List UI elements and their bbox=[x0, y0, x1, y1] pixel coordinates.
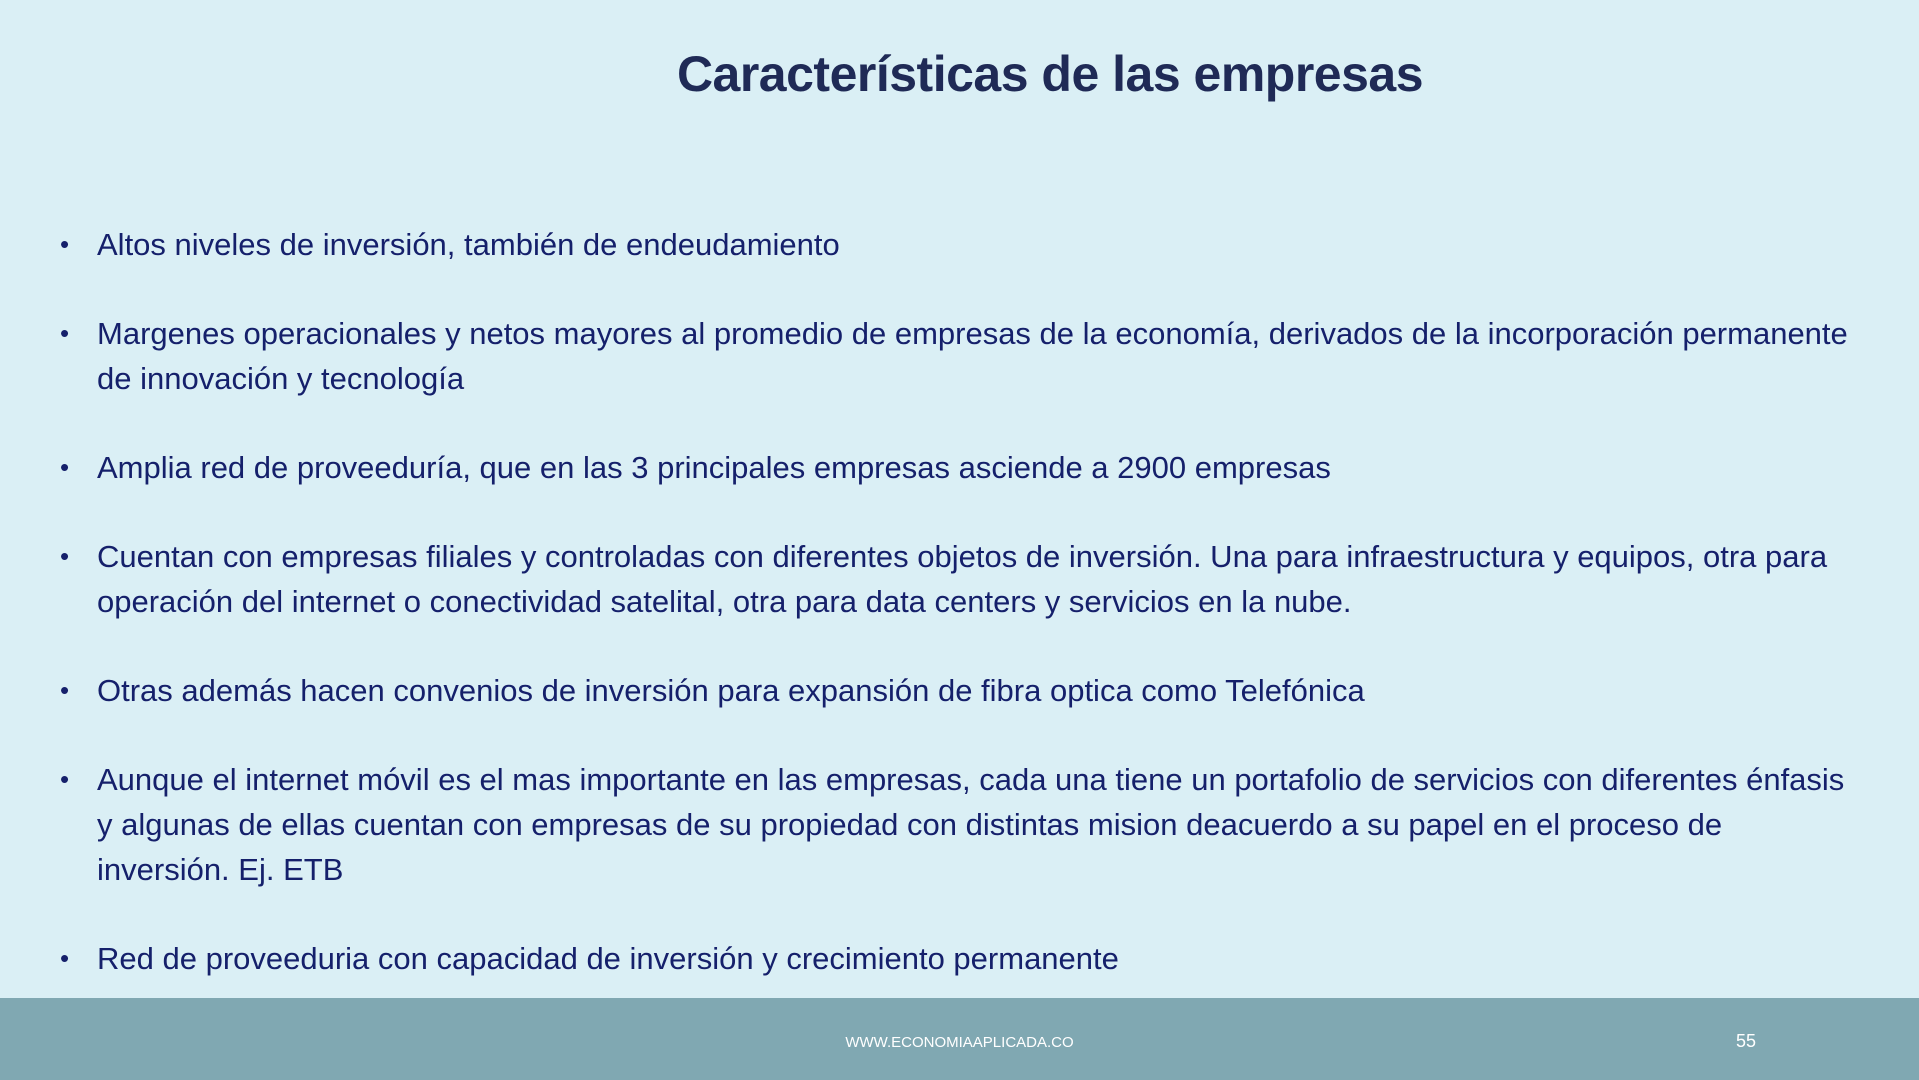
bullet-marker: • bbox=[60, 318, 70, 348]
bullet-text: Cuentan con empresas filiales y controladas con diferentes objetos de inversión. Una para infraestructura y equipos, otra para operación del internet o conectividad satelital, otra para data centers y servicios en la nube. bbox=[97, 539, 1828, 619]
bullet-marker: • bbox=[60, 229, 70, 259]
bullet-text: Amplia red de proveeduría, que en las 3 principales empresas asciende a 2900 empresas bbox=[97, 450, 1331, 485]
bullet-marker: • bbox=[60, 764, 70, 794]
bullet-item bbox=[60, 311, 1860, 401]
bullet-list bbox=[60, 222, 1860, 981]
bullet-marker: • bbox=[60, 943, 70, 973]
slide-title: Características de las empresas bbox=[676, 46, 1424, 102]
bullet-item bbox=[60, 936, 1860, 981]
bullet-text: Margenes operacionales y netos mayores al promedio de empresas de la economía, derivados de la incorporación permanente de innovación y tecnología bbox=[97, 316, 1848, 396]
footer-bar bbox=[0, 998, 1919, 1080]
bullet-text: Red de proveeduria con capacidad de inversión y crecimiento permanente bbox=[97, 941, 1119, 976]
bullet-item bbox=[60, 222, 1860, 267]
bullet-text: Otras además hacen convenios de inversión para expansión de fibra optica como Telefónica bbox=[97, 673, 1365, 708]
bullet-item bbox=[60, 668, 1860, 713]
bullet-item bbox=[60, 757, 1860, 892]
bullet-item bbox=[60, 445, 1860, 490]
page-number: 55 bbox=[1736, 1031, 1757, 1051]
bullet-item bbox=[60, 534, 1860, 624]
bullet-marker: • bbox=[60, 452, 70, 482]
bullet-marker: • bbox=[60, 541, 70, 571]
footer-website-url: WWW.ECONOMIAAPLICADA.CO bbox=[845, 1034, 1074, 1051]
bullet-text: Altos niveles de inversión, también de endeudamiento bbox=[97, 227, 840, 262]
bullet-marker: • bbox=[60, 675, 70, 705]
bullet-text: Aunque el internet móvil es el mas importante en las empresas, cada una tiene un portafolio de servicios con diferentes énfasis y algunas de ellas cuentan con empresas de su propiedad con distintas mision deacuerdo a su papel en el proceso de inversión. Ej. ETB bbox=[97, 762, 1845, 887]
